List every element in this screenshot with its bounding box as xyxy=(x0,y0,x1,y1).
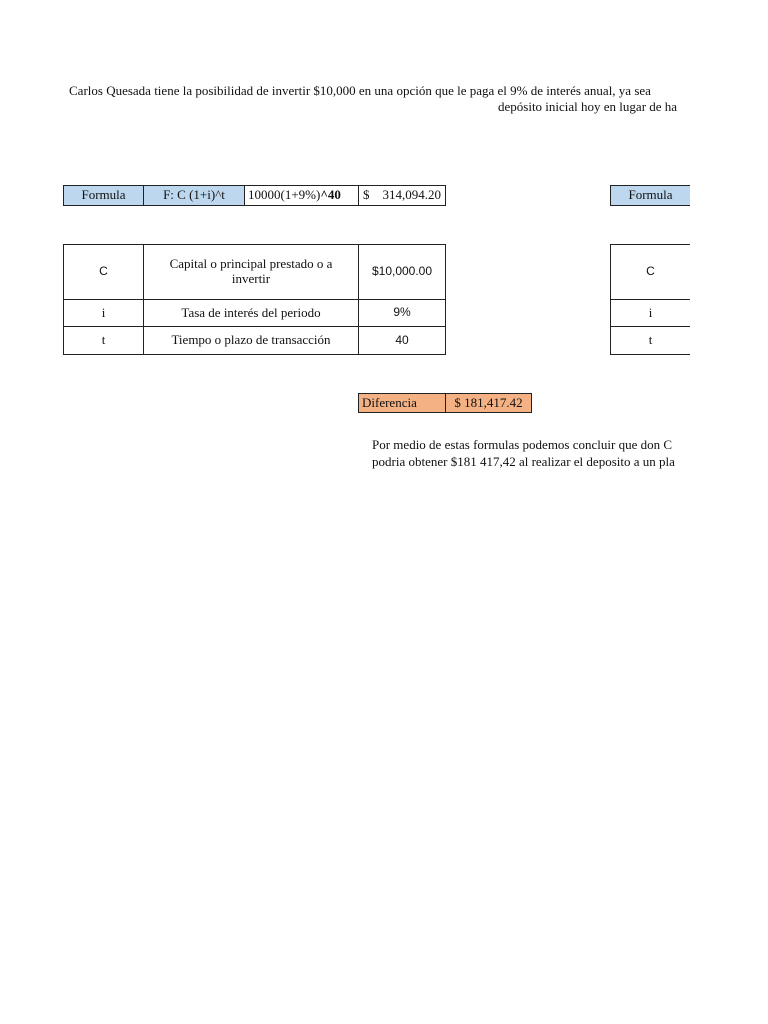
var-symbol-C: C xyxy=(63,244,144,300)
intro-line-1: Carlos Quesada tiene la posibilidad de invertir $10,000 en una opción que le paga el 9% de interés anual, ya sea xyxy=(69,83,651,98)
var-description-t: Tiempo o plazo de transacción xyxy=(143,326,359,355)
formula-expression: F: C (1+i)^t xyxy=(163,187,225,203)
formula-label-cell-right: Formula xyxy=(610,185,690,206)
var-symbol-t: t xyxy=(63,326,144,355)
formula-result-cell xyxy=(358,185,446,206)
intro-line-2: depósito inicial hoy en lugar de ha xyxy=(498,99,678,114)
result-currency-symbol: $ xyxy=(363,187,370,203)
formula-label-cell: Formula xyxy=(63,185,144,206)
var-value-t: 40 xyxy=(358,326,446,355)
conclusion-line-2: podria obtener $181 417,42 al realizar el deposito a un pla xyxy=(372,454,675,469)
var-value-i: 9% xyxy=(358,299,446,327)
var-symbol-t-right: t xyxy=(610,326,690,355)
var-value-C: $10,000.00 xyxy=(358,244,446,300)
var-symbol-i: i xyxy=(63,299,144,327)
formula-substitution-cell xyxy=(244,185,359,206)
formula-expression-cell xyxy=(143,185,245,206)
var-symbol-i-right: i xyxy=(610,299,690,327)
result-value: 314,094.20 xyxy=(382,187,441,203)
difference-label: Diferencia xyxy=(358,393,446,413)
difference-value: $ 181,417.42 xyxy=(445,393,532,413)
formula-substitution-exponent: ^40 xyxy=(320,187,341,203)
var-symbol-C-right: C xyxy=(610,244,690,300)
var-description-i: Tasa de interés del periodo xyxy=(143,299,359,327)
conclusion-line-1: Por medio de estas formulas podemos concluir que don C xyxy=(372,437,673,452)
var-description-C: Capital o principal prestado o a invertir xyxy=(143,244,359,300)
formula-substitution-base: 10000(1+9%) xyxy=(248,187,321,203)
